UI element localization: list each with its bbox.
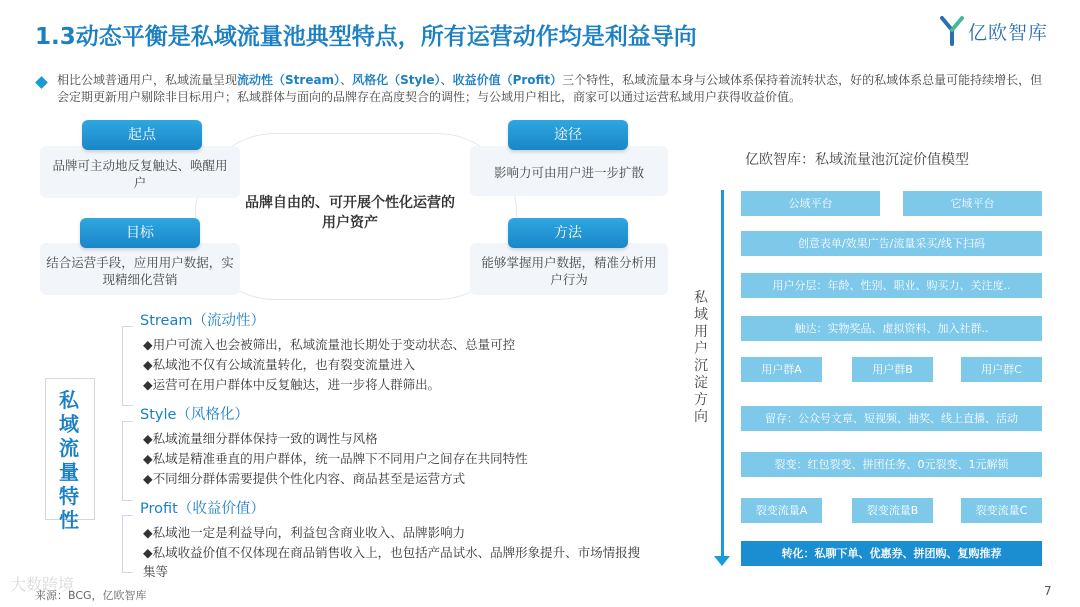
model-title: 亿欧智库：私域流量池沉淀价值模型: [745, 152, 969, 168]
start-text: 品牌可主动地反复触达、唤醒用户: [52, 158, 228, 190]
model-box-group-c: 用户群C: [961, 357, 1042, 382]
path-text: 影响力可由用户进一步扩散: [493, 165, 644, 180]
keyword-style: 风格化（Style）: [352, 73, 441, 87]
list-item: ◆运营可在用户群体中反复触达，进一步将人群筛出。: [143, 377, 441, 392]
model-box-fission: 裂变：红包裂变、拼团任务、0元裂变、1元解锁: [741, 452, 1042, 477]
bracket-style: [122, 421, 133, 501]
bracket-profit: [122, 515, 133, 573]
model-box-retain: 留存：公众号文章、短视频、抽奖、线上直播、活动: [741, 406, 1042, 431]
model-box-flow-c: 裂变流量C: [961, 498, 1042, 523]
traits-label: 私域流量特性: [59, 388, 79, 532]
keyword-stream: 流动性（Stream）: [237, 73, 341, 87]
model-box-public: 公域平台: [741, 191, 880, 216]
logo-text: 亿欧智库: [968, 21, 1049, 44]
flow-axis-label: 私域用户沉淀方向: [694, 290, 708, 425]
goal-text: 结合运营手段，应用用户数据，实现精细化营销: [46, 255, 234, 287]
keyword-profit: 收益价值（Profit）: [452, 73, 563, 87]
section-title-stream: Stream（流动性）: [140, 313, 265, 329]
intro-text-2: 三个特性，私域流量本身与公域体系保持着流转状态，好的私域体系总量可能持续增长，但会定期更新用户剔除非目标用户；私域群体与面向的品牌存在高度契合的调性；与公域用户相比，商家可以通过运营私域用户获得收益价值。: [57, 73, 1043, 104]
model-box-convert: 转化：私聊下单、优惠券、拼团购、复购推荐: [741, 541, 1042, 566]
list-item: ◆私域是精准垂直的用户群体，统一品牌下不同用户之间存在共同特性: [143, 451, 528, 466]
intro-separator: 、: [440, 73, 453, 87]
model-box-flow-a: 裂变流量A: [741, 498, 822, 523]
center-text: 品牌自由的、可开展个性化运营的用户资产: [245, 195, 455, 231]
model-box-creative: 创意表单/效果广告/流量采买/线下扫码: [741, 231, 1042, 256]
model-box-group-a: 用户群A: [741, 357, 822, 382]
bracket-stream: [122, 326, 133, 406]
section-title-style: Style（风格化）: [140, 407, 249, 423]
intro-text-1: 相比公域普通用户，私域流量呈现: [57, 73, 238, 87]
model-box-flow-b: 裂变流量B: [852, 498, 933, 523]
start-pill: 起点: [82, 120, 202, 150]
list-item: ◆用户可流入也会被筛出，私域流量池长期处于变动状态、总量可控: [143, 337, 516, 352]
list-item: ◆私域池不仅有公域流量转化，也有裂变流量进入: [143, 357, 416, 372]
model-box-layer: 用户分层：年龄、性别、职业、购买力、关注度..: [741, 273, 1042, 298]
page-number: 7: [1044, 584, 1052, 598]
method-text: 能够掌握用户数据，精准分析用户行为: [481, 255, 657, 287]
logo-mark-icon: [940, 16, 964, 46]
list-item: ◆不同细分群体需要提供个性化内容、商品甚至是运营方式: [143, 471, 466, 486]
model-box-group-b: 用户群B: [852, 357, 933, 382]
method-pill: 方法: [508, 218, 628, 248]
source-note: 来源：BCG，亿欧智库: [35, 589, 147, 602]
page-title: 1.3动态平衡是私域流量池典型特点，所有运营动作均是利益导向: [35, 24, 697, 50]
model-box-reach: 触达：实物奖品、虚拟资料、加入社群..: [741, 316, 1042, 341]
model-box-other: 它域平台: [903, 191, 1042, 216]
flow-axis-line: [721, 190, 724, 558]
list-item: ◆私域池一定是利益导向，利益包含商业收入、品牌影响力: [143, 525, 466, 540]
intro-bullet-icon: [35, 76, 48, 89]
intro-paragraph: [57, 72, 1047, 106]
path-pill: 途径: [508, 120, 628, 150]
watermark: 大数跨境: [10, 575, 75, 594]
logo: [940, 14, 1048, 48]
intro-separator: 、: [340, 73, 353, 87]
list-item: ◆私域流量细分群体保持一致的调性与风格: [143, 431, 378, 446]
section-title-profit: Profit（收益价值）: [140, 501, 265, 517]
arrow-down-icon: [714, 556, 730, 566]
list-item: ◆私域收益价值不仅体现在商品销售收入上，也包括产品试水、品牌形象提升、市场情报搜集等: [143, 545, 641, 579]
goal-pill: 目标: [80, 218, 200, 248]
